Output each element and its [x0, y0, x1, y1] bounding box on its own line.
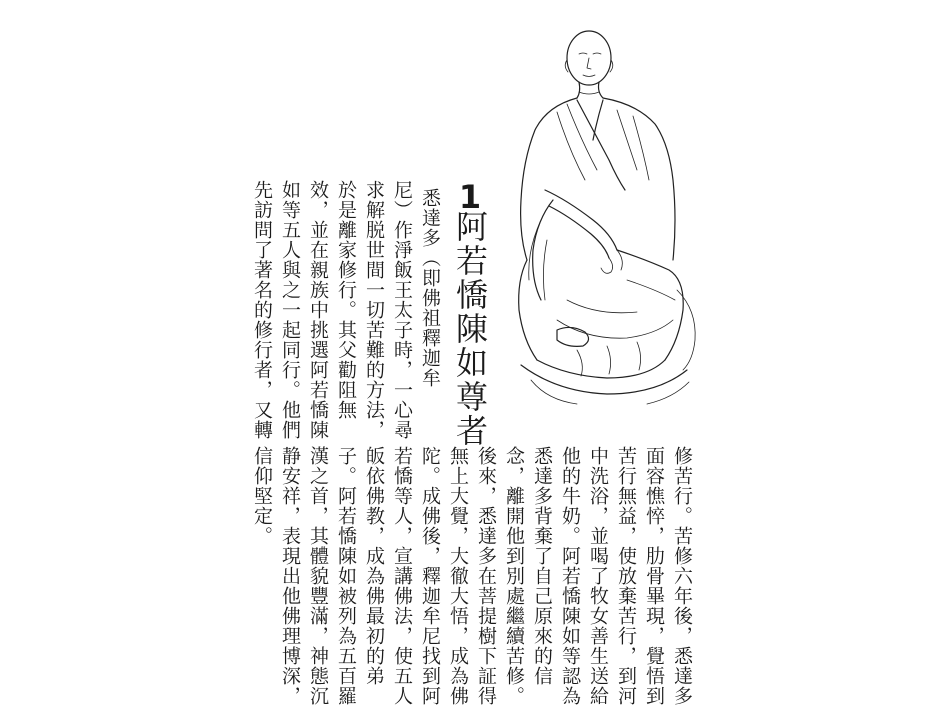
- lower-text-column: 無上大覺，大徹大悟，成為佛: [447, 446, 469, 706]
- lower-text-column: 子。阿若憍陳如被列為五百羅: [335, 446, 357, 706]
- lower-text-column: 念，離開他到別處繼續苦修。: [503, 446, 525, 706]
- lower-text-column: 若憍等人，宣講佛法，使五人: [391, 446, 413, 706]
- upper-text-column: 先訪問了著名的修行者，又轉: [251, 180, 273, 440]
- upper-text-column: 效，並在親族中挑選阿若憍陳: [307, 180, 329, 440]
- upper-text-column: 悉達多（即佛祖釋迦牟: [419, 188, 441, 388]
- lower-text-column: 面容憔悴，肋骨畢現，覺悟到: [643, 446, 665, 706]
- upper-text-column: 求解脱世間一切苦難的方法，: [363, 180, 385, 440]
- chapter-number: 1: [458, 178, 482, 216]
- lower-text-column: 苦行無益，使放棄苦行，到河: [615, 446, 637, 706]
- lower-text-column: 中洗浴，並喝了牧女善生送給: [587, 446, 609, 706]
- lower-text-column: 皈依佛教，成為佛最初的弟: [363, 446, 385, 686]
- lower-text-column: 悉達多背棄了自己原來的信: [531, 446, 553, 686]
- seated-monk-icon: [497, 20, 707, 410]
- lower-text-column: 陀。成佛後，釋迦牟尼找到阿: [419, 446, 441, 706]
- page-title: 阿若憍陳如尊者: [451, 210, 489, 448]
- seated-monk-illustration: [497, 20, 707, 410]
- lower-text-column: 信仰堅定。: [251, 446, 273, 546]
- lower-text-column: 修苦行。苦修六年後，悉達多: [671, 446, 693, 706]
- lower-text-column: 漢之首，其體貌豐滿，神態沉: [307, 446, 329, 706]
- upper-text-column: 尼）作淨飯王太子時，一心尋: [391, 180, 413, 440]
- lower-text-column: 他的牛奶。阿若憍陳如等認為: [559, 446, 581, 706]
- lower-text-column: 後來，悉達多在菩提樹下証得: [475, 446, 497, 706]
- upper-text-column: 於是離家修行。其父勸阻無: [335, 180, 357, 420]
- lower-text-column: 静安祥，表現出他佛理博深，: [279, 446, 301, 706]
- upper-text-column: 如等五人與之一起同行。他們: [279, 180, 301, 440]
